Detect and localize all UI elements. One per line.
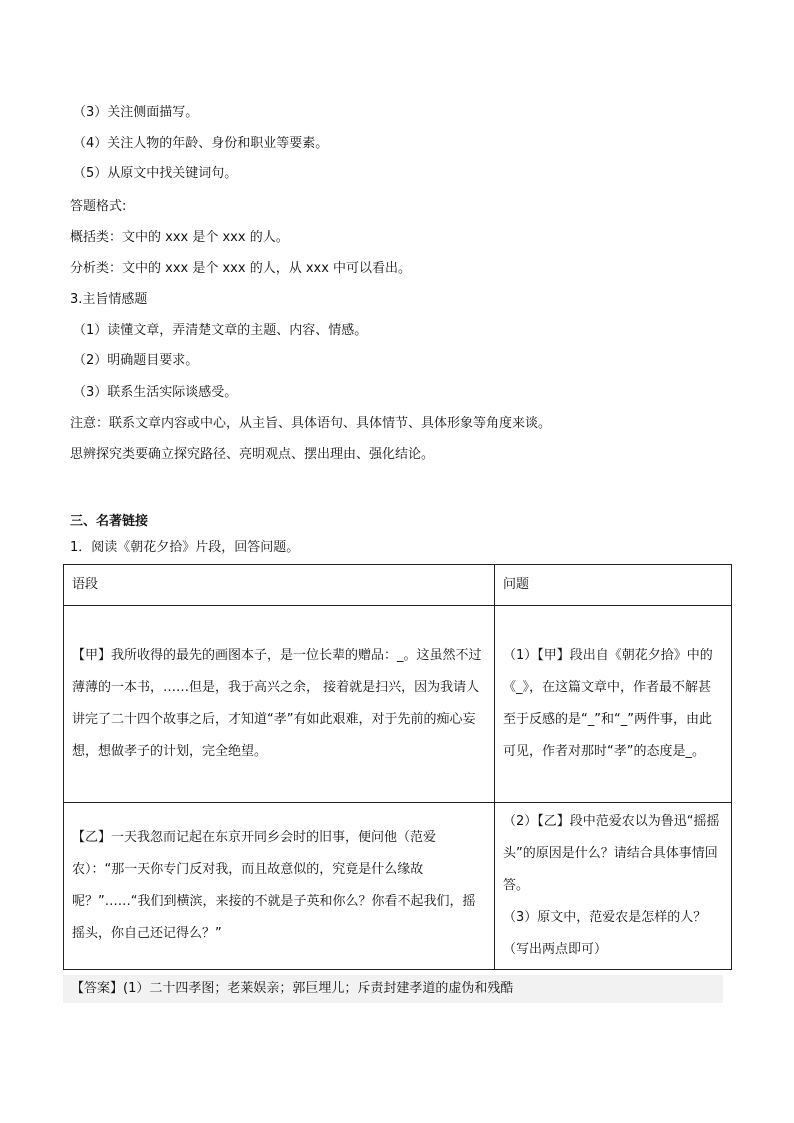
header-question: 问题 [495,565,732,606]
passage-yi: 【乙】一天我忽而记起在东京开同乡会时的旧事，便问他（范爱农）：“那一天你专门反对我，而且故意似的，究竟是什么缘故呢？”……“我们到横滨，来接的不就是子英和你么？你看不起我们，摇摇头，你自己还记得么？” [64,803,495,970]
question-2: （2）【乙】段中范爱农以为鲁迅“摇摇头”的原因是什么？请结合具体事情回答。 [503,814,720,893]
text-line: （2）明确题目要求。 [73,353,199,368]
text-line: （5）从原文中找关键词句。 [73,166,238,181]
text-line: （4）关注人物的年龄、身份和职业等要素。 [73,136,329,151]
question-1: （1）【甲】段出自《朝花夕拾》中的《_》，在这篇文章中，作者最不解甚至于反感的是“_”和“_”两件事，由此可见，作者对那时“孝”的态度是_。 [495,606,732,803]
header-passage: 语段 [64,565,495,606]
question-intro: 1．阅读《朝花夕拾》片段，回答问题。 [70,540,300,555]
question-2-3 [495,803,732,970]
question-3: （3）原文中，范爱农是怎样的人？（写出两点即可） [503,910,707,957]
table-row [64,803,732,970]
text-line: （1）读懂文章，弄清楚文章的主题、内容、情感。 [73,323,368,338]
text-line: 分析类：文中的 xxx 是个 xxx 的人，从 xxx 中可以看出。 [70,261,412,276]
passage-jia: 【甲】我所收得的最先的画图本子，是一位长辈的赠品：_。这虽然不过薄薄的一本书，……但是，我于高兴之余， 接着就是扫兴，因为我请人讲完了二十四个故事之后，才知道“孝”有如此艰难，对于先前的痴心妄想，想做孝子的计划，完全绝望。 [64,606,495,803]
text-line: （3）联系生活实际谈感受。 [73,385,238,400]
table-header-row [64,565,732,606]
text-line: （3）关注侧面描写。 [73,105,199,120]
text-line: 思辨探究类要确立探究路径、亮明观点、摆出理由、强化结论。 [70,447,435,462]
reading-table [63,564,732,970]
table-row [64,606,732,803]
answer-box: 【答案】(1）二十四孝图；老莱娱亲；郭巨埋儿；斥责封建孝道的虚伪和残酷 [63,975,723,1003]
subheading: 3.主旨情感题 [70,292,148,307]
text-line: 答题格式: [70,199,127,214]
text-line: 概括类：文中的 xxx 是个 xxx 的人。 [70,230,289,245]
section-title: 三、名著链接 [70,514,149,529]
text-line: 注意：联系文章内容或中心，从主旨、具体语句、具体情节、具体形象等角度来谈。 [70,416,552,431]
